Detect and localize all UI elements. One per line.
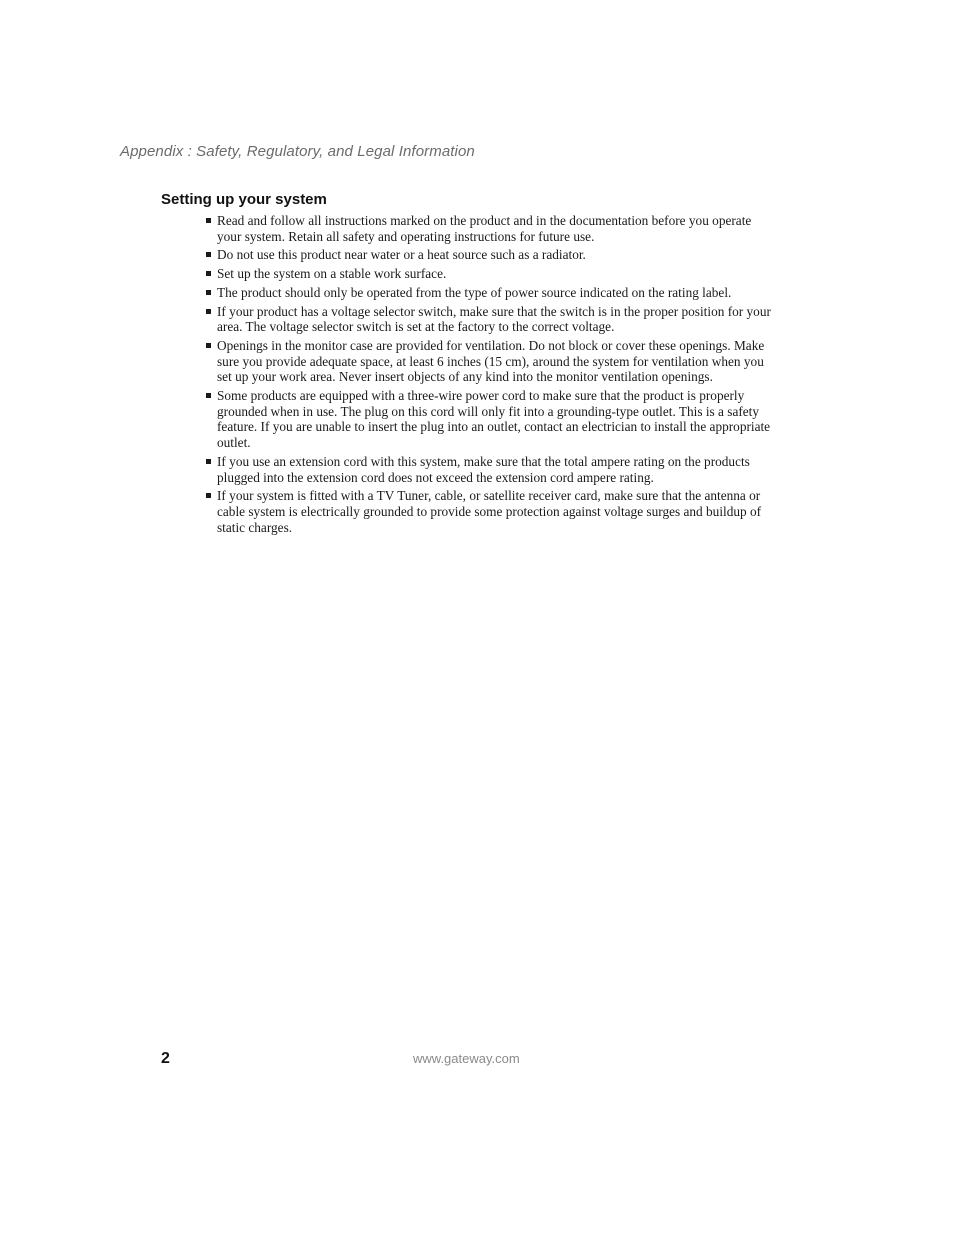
square-bullet-icon: [206, 218, 211, 223]
square-bullet-icon: [206, 309, 211, 314]
safety-instructions-list: [205, 213, 775, 538]
list-item-text: The product should only be operated from the type of power source indicated on the rating label.: [217, 284, 732, 300]
list-item-text: Some products are equipped with a three-wire power cord to make sure that the product is properly grounded when in use. The plug on this cord will only fit into a grounding-type outlet. This is a safety feature. If you are unable to insert the plug into an outlet, contact an electrician to install the appropriate outlet.: [217, 388, 771, 451]
list-item: [205, 488, 775, 535]
list-item: [205, 338, 775, 385]
list-item-text: If your product has a voltage selector switch, make sure that the switch is in the proper position for your area. The voltage selector switch is set at the factory to the correct voltage.: [217, 303, 771, 335]
list-item: [205, 304, 775, 335]
list-item-text: Read and follow all instructions marked on the product and in the documentation before you operate your system. Retain all safety and operating instructions for future use.: [217, 213, 752, 244]
running-header: Appendix : Safety, Regulatory, and Legal Information: [120, 143, 475, 160]
square-bullet-icon: [206, 252, 211, 257]
square-bullet-icon: [206, 393, 211, 398]
square-bullet-icon: [206, 493, 211, 498]
list-item: [205, 247, 775, 263]
list-item: [205, 213, 775, 244]
footer-url: www.gateway.com: [413, 1051, 520, 1066]
section-title: Setting up your system: [161, 191, 327, 208]
square-bullet-icon: [206, 343, 211, 348]
list-item-text: If you use an extension cord with this system, make sure that the total ampere rating on the products plugged into the extension cord does not exceed the extension cord ampere rating.: [217, 453, 750, 485]
list-item: [205, 285, 775, 301]
list-item-text: If your system is fitted with a TV Tuner, cable, or satellite receiver card, make sure that the antenna or cable system is electrically grounded to provide some protection against voltage surges and buildup of static charges.: [217, 488, 762, 535]
list-item: [205, 388, 775, 451]
list-item-text: Openings in the monitor case are provided for ventilation. Do not block or cover these openings. Make sure you provide adequate space, at least 6 inches (15 cm), around the system for ventilation when you set up your work area. Never insert objects of any kind into the monitor ventilation openings.: [217, 337, 765, 385]
list-item-text: Do not use this product near water or a heat source such as a radiator.: [217, 247, 586, 263]
list-item: [205, 266, 775, 282]
square-bullet-icon: [206, 290, 211, 295]
square-bullet-icon: [206, 459, 211, 464]
list-item-text: Set up the system on a stable work surface.: [217, 266, 447, 282]
square-bullet-icon: [206, 271, 211, 276]
list-item: [205, 454, 775, 485]
page-number: 2: [161, 1050, 170, 1067]
